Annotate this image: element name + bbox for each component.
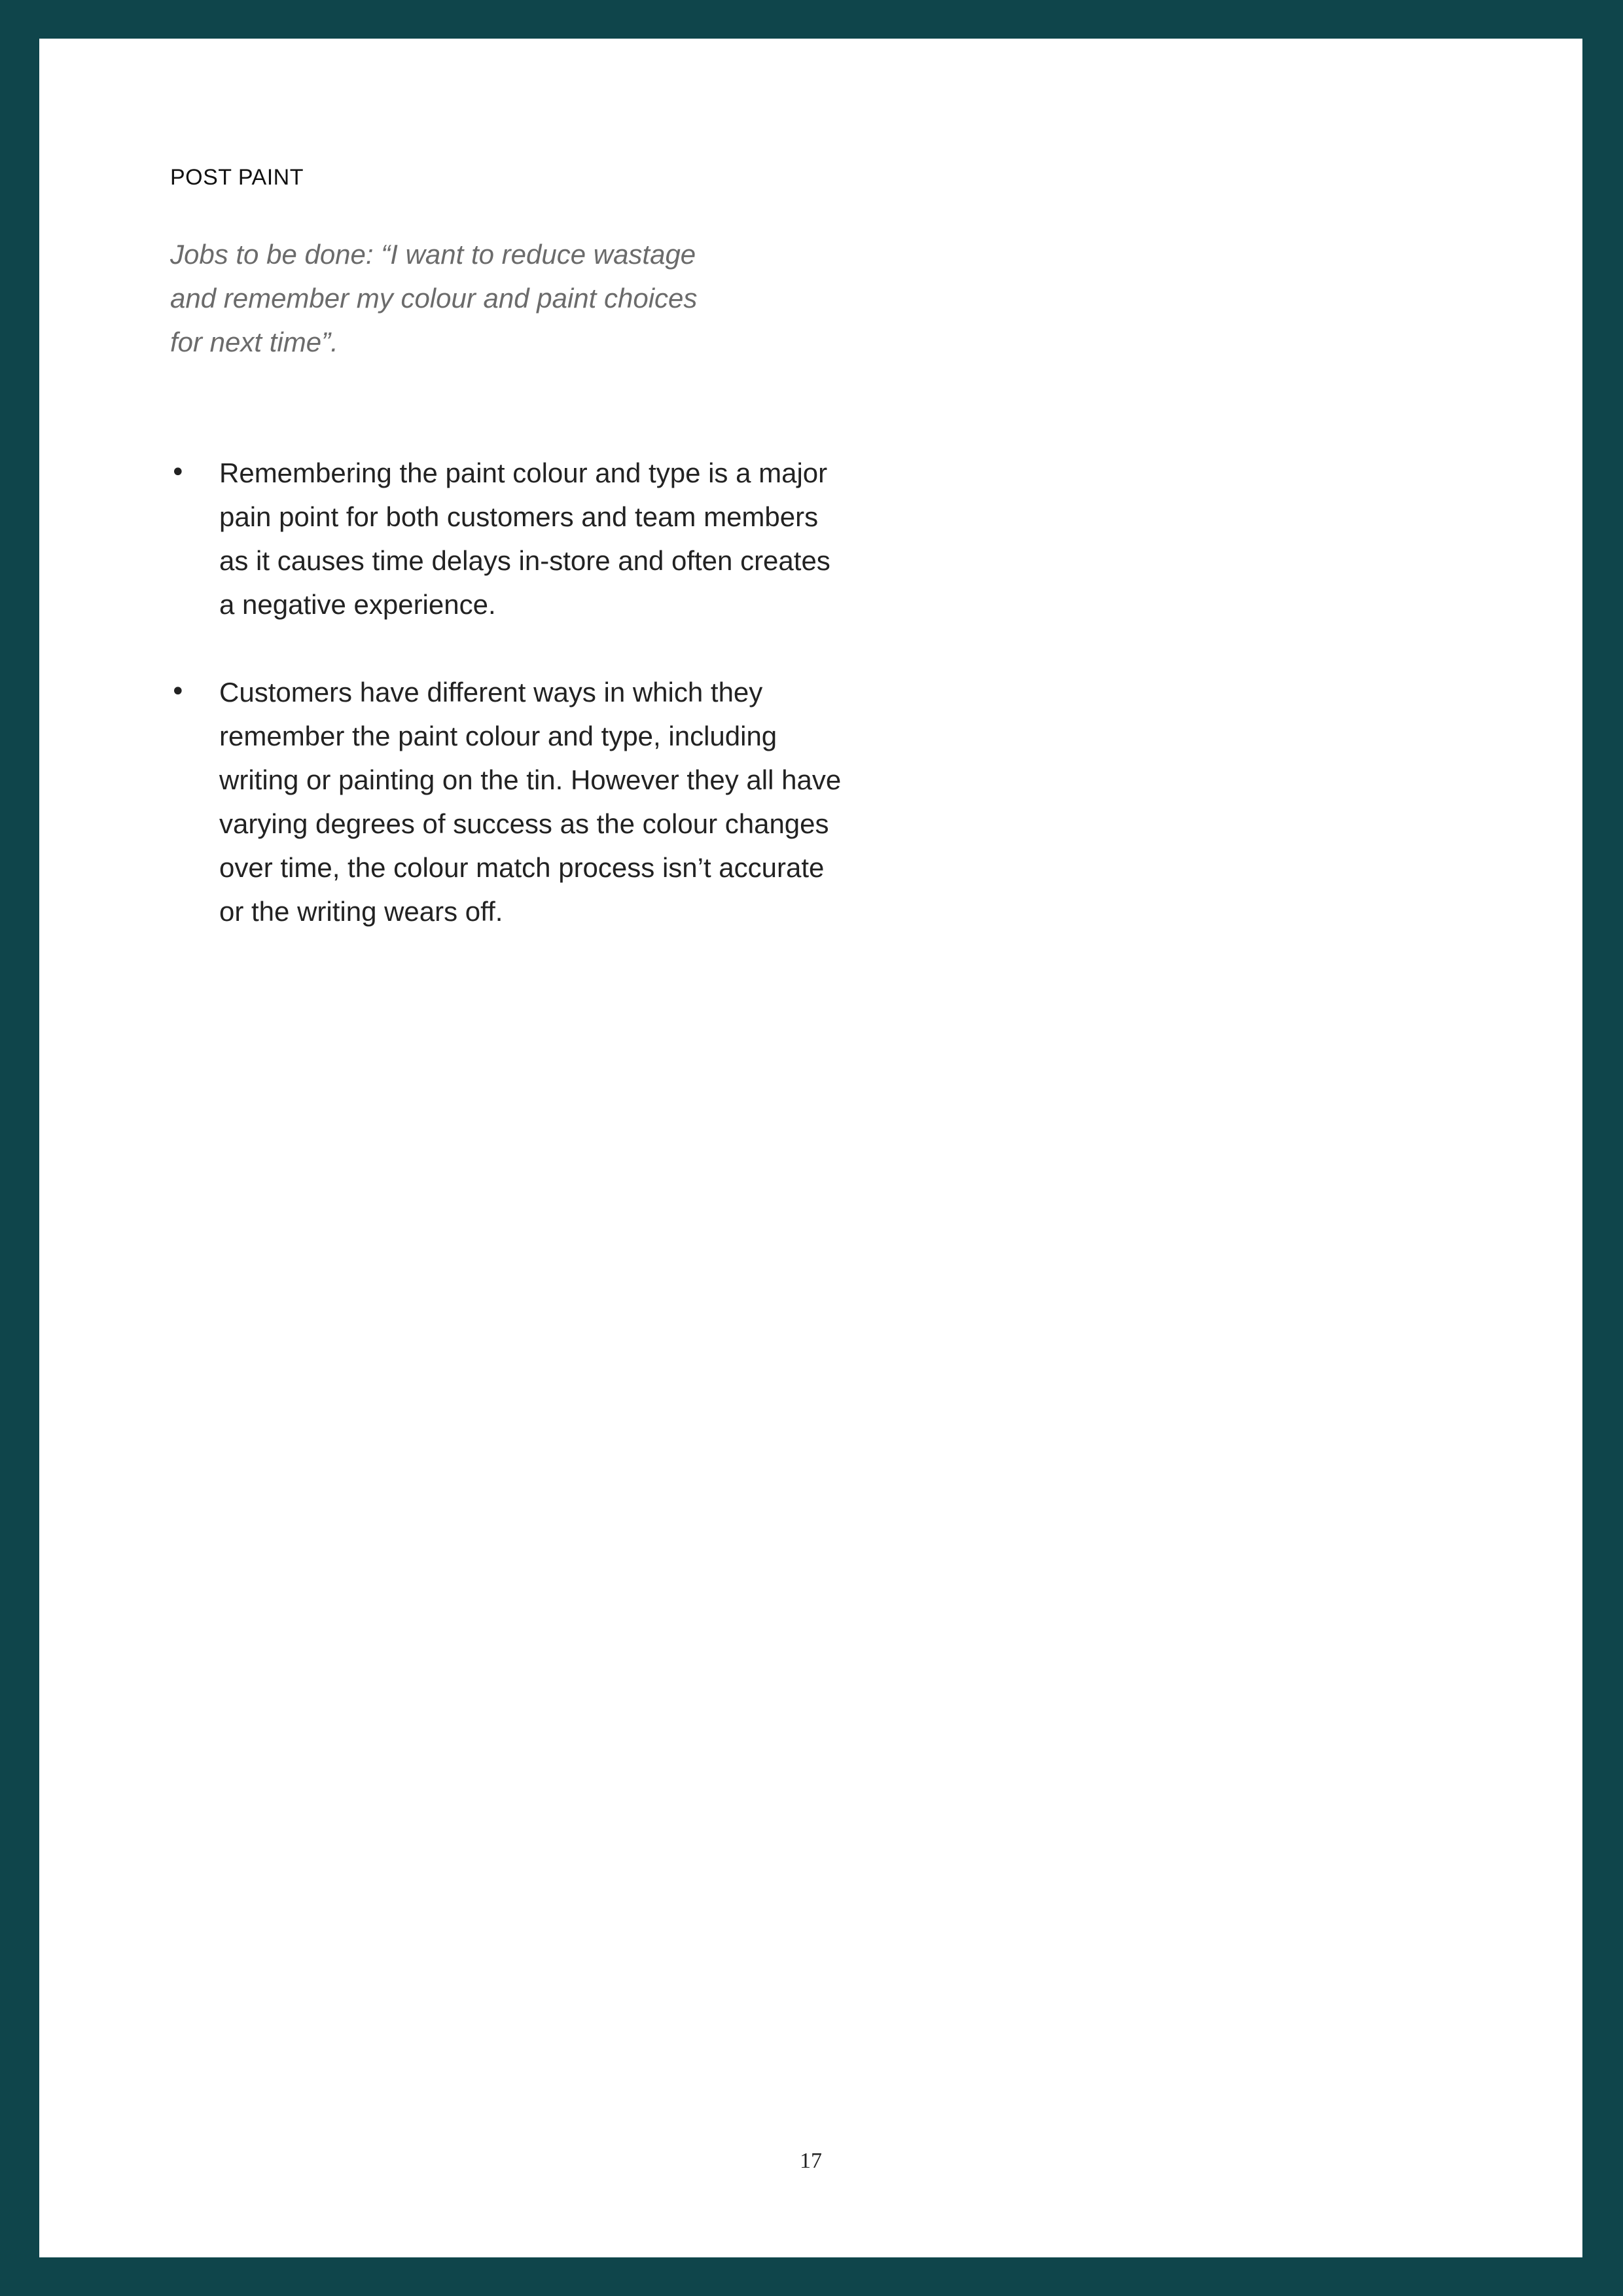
- bullet-icon: •: [170, 457, 186, 488]
- list-item-text: Customers have different ways in which they remember the paint colour and type, including writing or painting on the tin. However they all have varying degrees of success as the colour changes over time, the colour match process isn’t accurate or the writing wears off.: [219, 677, 842, 927]
- page-number: 17: [800, 2149, 822, 2173]
- list-item-text: Remembering the paint colour and type is a major pain point for both customers and team members as it causes time delays in-store and often creates a negative experience.: [219, 457, 830, 620]
- document-page: [39, 39, 1582, 2257]
- bullet-icon: •: [170, 677, 186, 707]
- list-item: [170, 451, 851, 626]
- findings-list: [170, 451, 851, 977]
- section-heading: POST PAINT: [170, 165, 304, 190]
- list-item: [170, 670, 851, 933]
- jobs-to-be-done-quote: Jobs to be done: “I want to reduce wastage and remember my colour and paint choices for next time”.: [170, 239, 698, 357]
